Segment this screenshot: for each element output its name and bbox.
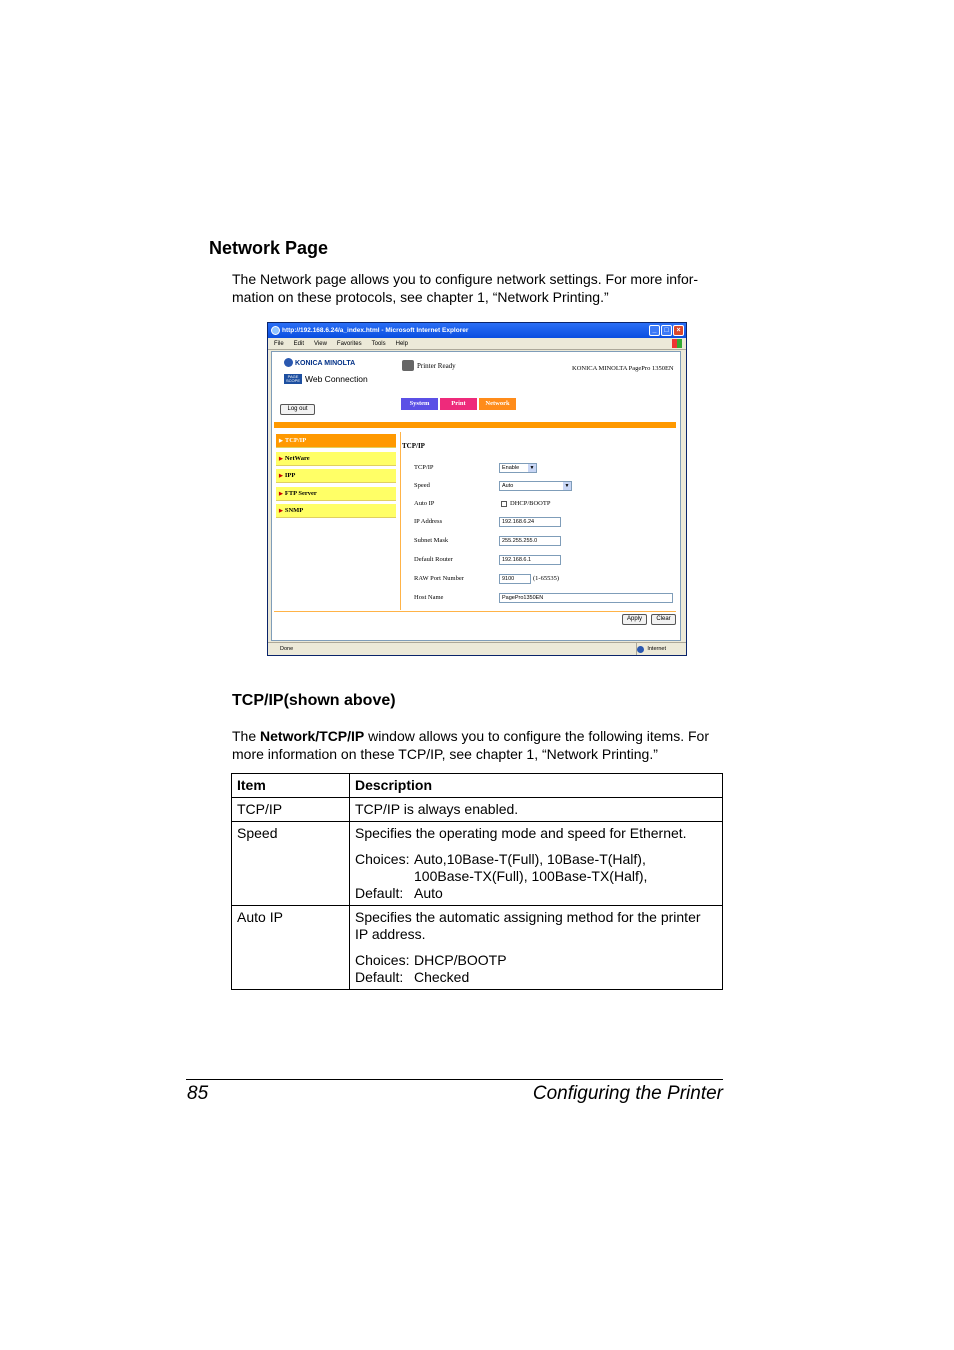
menu-file[interactable]: File [274, 341, 284, 347]
speed-label: Speed [414, 482, 430, 489]
security-zone: Internet [636, 643, 666, 655]
sidebar-divider [400, 432, 401, 610]
main-tabs [401, 398, 516, 410]
printer-status: Printer Ready [402, 360, 456, 371]
status-done: Done [280, 646, 294, 652]
menu-tools[interactable]: Tools [371, 341, 386, 347]
menu-favorites[interactable]: Favorites [336, 341, 362, 347]
sidebar-item-tcpip[interactable]: ▶ TCP/IP [276, 434, 396, 448]
port-range: (1-65535) [533, 575, 559, 582]
row-item: TCP/IP [232, 798, 350, 822]
menu-view[interactable]: View [314, 341, 327, 347]
subsection-title: TCP/IP(shown above) [232, 692, 396, 709]
browser-statusbar [268, 642, 686, 655]
globe-icon [284, 358, 293, 367]
form-divider [274, 611, 676, 612]
header-description: Description [350, 774, 723, 798]
host-label: Host Name [414, 594, 444, 601]
browser-title: http://192.168.6.24/a_index.html - Microsoft Internet Explorer [282, 327, 469, 334]
arrow-icon: ▶ [279, 474, 283, 479]
pagescope-logo: PAGE SCOPE [285, 374, 300, 383]
menu-help[interactable]: Help [395, 341, 408, 347]
settings-table [231, 773, 723, 990]
browser-screenshot [267, 322, 687, 656]
chevron-down-icon: ▼ [564, 483, 570, 489]
speed-select[interactable]: Auto ▼ [499, 481, 572, 491]
sidebar-item-netware[interactable]: ▶ NetWare [276, 452, 396, 466]
header-divider [274, 422, 676, 428]
web-page-content [271, 351, 681, 641]
table-row [232, 822, 723, 906]
tcpip-select[interactable]: Enable ▼ [499, 463, 537, 473]
host-name-input[interactable]: PagePro1350EN [499, 593, 673, 603]
browser-menubar [268, 338, 686, 350]
printer-model: KONICA MINOLTA PagePro 1350EN [572, 365, 674, 372]
table-header-row [232, 774, 723, 798]
ip-label: IP Address [414, 518, 443, 525]
arrow-icon: ▶ [279, 439, 283, 444]
autoip-label: Auto IP [414, 500, 435, 507]
section-title: Network Page [209, 238, 329, 258]
row-item: Auto IP [232, 906, 350, 990]
router-label: Default Router [414, 556, 453, 563]
globe-icon [637, 646, 644, 653]
mask-label: Subnet Mask [414, 537, 449, 544]
tab-system[interactable]: System [401, 398, 438, 410]
chapter-title: Configuring the Printer [532, 1083, 723, 1104]
tcpip-label: TCP/IP [414, 464, 434, 471]
page-number: 85 [187, 1083, 209, 1104]
window-controls [649, 325, 684, 336]
raw-port-input[interactable]: 9100 [499, 574, 531, 584]
tcpip-paragraph: The Network/TCP/IP window allows you to configure the following items. For more information on these TCP/IP, see chapter 1, “Network Printing.” [232, 728, 709, 762]
apply-button[interactable]: Apply [622, 614, 647, 625]
tab-network[interactable]: Network [479, 398, 516, 410]
footer-rule [186, 1079, 723, 1080]
arrow-icon: ▶ [279, 509, 283, 514]
konica-minolta-logo: KONICA MINOLTA [284, 358, 355, 367]
sidebar [276, 434, 396, 522]
row-item: Speed [232, 822, 350, 906]
close-icon[interactable]: × [673, 325, 684, 336]
subnet-mask-input[interactable]: 255.255.255.0 [499, 536, 561, 546]
internet-explorer-icon [271, 326, 280, 335]
arrow-icon: ▶ [279, 491, 283, 497]
sidebar-item-ipp[interactable]: ▶ IPP [276, 469, 396, 483]
browser-titlebar [268, 323, 686, 338]
header-item: Item [232, 774, 350, 798]
minimize-icon[interactable]: _ [649, 325, 660, 336]
web-connection-logo: PAGE SCOPE Web Connection [285, 374, 368, 384]
ip-address-input[interactable]: 192.168.6.24 [499, 517, 561, 527]
menu-edit[interactable]: Edit [293, 341, 305, 347]
windows-flag-icon [672, 339, 682, 348]
table-row [232, 906, 723, 990]
autoip-option: DHCP/BOOTP [510, 500, 551, 507]
default-router-input[interactable]: 192.168.6.1 [499, 555, 561, 565]
sidebar-item-snmp[interactable]: ▶ SNMP [276, 504, 396, 518]
logout-button[interactable]: Log out [280, 404, 315, 415]
arrow-icon: ▶ [279, 456, 283, 462]
bold-window-name: Network/TCP/IP [260, 728, 365, 744]
row-description: Specifies the operating mode and speed for Ethernet. Choices: Auto,10Base-T(Full), 10Base-T(Half), 100Base-TX(Full), 100Base-TX(Half), Default: Auto [350, 822, 723, 906]
sidebar-item-ftp-server[interactable]: ▶ FTP Server [276, 487, 396, 501]
printer-icon [402, 360, 414, 371]
row-description: TCP/IP is always enabled. [350, 798, 723, 822]
chevron-down-icon: ▼ [529, 465, 535, 471]
maximize-icon[interactable]: □ [661, 325, 672, 336]
table-row [232, 798, 723, 822]
form-title: TCP/IP [402, 442, 425, 450]
intro-paragraph: The Network page allows you to configure network settings. For more infor- mation on these protocols, see chapter 1, “Network Printing.” [232, 271, 699, 305]
autoip-checkbox[interactable] [501, 501, 507, 507]
row-description: Specifies the automatic assigning method for the printer IP address. Choices: DHCP/BOOTP Default: Checked [350, 906, 723, 990]
clear-button[interactable]: Clear [651, 614, 676, 625]
tab-print[interactable]: Print [440, 398, 477, 410]
port-label: RAW Port Number [414, 575, 464, 582]
